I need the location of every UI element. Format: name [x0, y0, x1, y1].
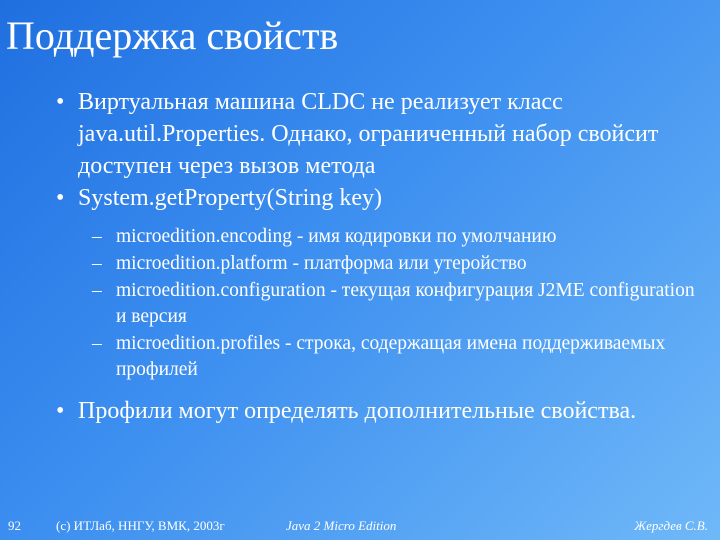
footer-copyright: (c) ИТЛаб, ННГУ, ВМК, 2003г — [56, 518, 225, 533]
page-number: 92 — [8, 518, 21, 533]
bullet-item-cldc — [56, 86, 696, 182]
footer-author: Жергдев С.В. — [634, 518, 708, 533]
sub-item-text: microedition.profiles - строка, содержащая имена поддерживаемых профилей — [116, 333, 666, 380]
footer-course-title: Java 2 Micro Edition — [286, 518, 397, 533]
sub-item-profiles — [92, 331, 696, 383]
bullet-dot-icon: • — [56, 398, 65, 424]
sub-item-text: microedition.configuration - текущая конфигурация J2ME configuration и версия — [116, 280, 695, 327]
sub-item-text: microedition.platform - платформа или утеройство — [116, 253, 527, 274]
bullet-dot-icon: • — [56, 89, 65, 115]
slide-footer — [0, 516, 720, 536]
sub-list-properties — [92, 224, 696, 383]
bullet-text: System.getProperty(String key) — [78, 185, 382, 211]
sub-item-encoding — [92, 224, 696, 250]
dash-icon: – — [92, 333, 102, 354]
bullet-text: Виртуальная машина CLDC не реализует класс java.util.Properties. Однако, ограниченный набор свойсит доступен через вызов метода — [78, 89, 659, 179]
sub-item-platform — [92, 251, 696, 277]
dash-icon: – — [92, 280, 102, 301]
slide-title: Поддержка свойств — [6, 13, 339, 58]
dash-icon: – — [92, 253, 102, 274]
bullet-dot-icon: • — [56, 185, 65, 211]
sub-item-text: microedition.encoding - имя кодировки по умолчанию — [116, 226, 557, 247]
dash-icon: – — [92, 226, 102, 247]
bullet-item-getproperty — [56, 182, 696, 214]
bullet-text: Профили могут определять дополнительные свойства. — [78, 398, 637, 424]
sub-item-configuration — [92, 278, 696, 330]
bullet-item-profiles — [56, 395, 696, 427]
bullet-list — [56, 86, 696, 427]
